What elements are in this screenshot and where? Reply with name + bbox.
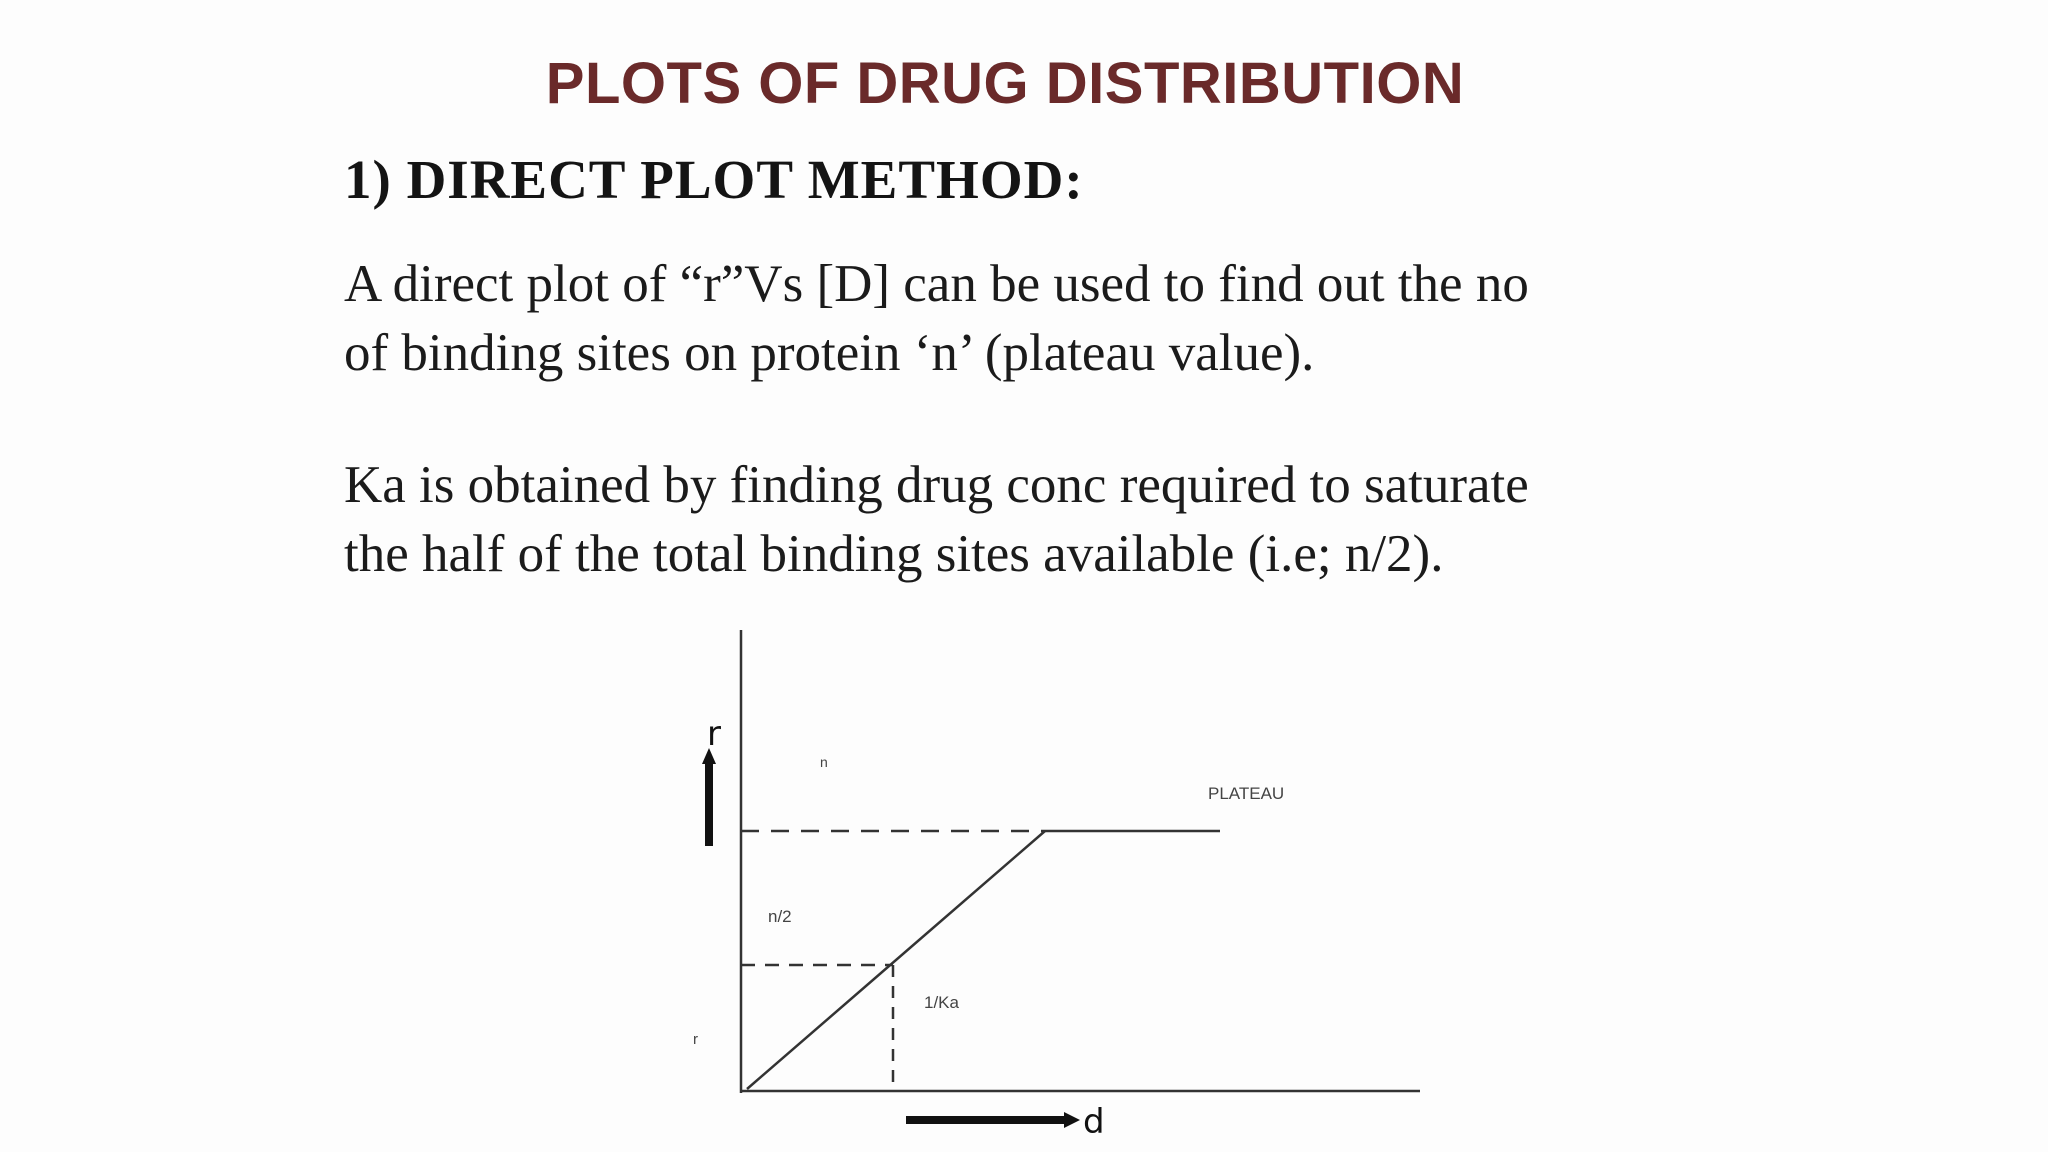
binding-curve-line [747, 831, 1045, 1089]
inverse-ka-label: 1/Ka [924, 993, 959, 1012]
paragraph-line: the half of the total binding sites available (i.e; n/2). [344, 525, 1444, 583]
slide-title: PLOTS OF DRUG DISTRIBUTION [545, 51, 1465, 116]
paragraph-line: A direct plot of “r”Vs [D] can be used to find out the no [344, 255, 1529, 313]
y-axis-label: r [707, 714, 721, 754]
x-axis-label: d [1083, 1102, 1105, 1142]
plateau-label: PLATEAU [1208, 784, 1285, 803]
half-n-label: n/2 [768, 907, 792, 926]
d-arrow-head [1064, 1112, 1080, 1128]
paragraph-line: Ka is obtained by finding drug conc required to saturate [344, 456, 1529, 514]
section-heading: 1) DIRECT PLOT METHOD: [344, 149, 1084, 210]
paragraph-line: of binding sites on protein ‘n’ (plateau value). [344, 324, 1315, 382]
origin-r-label: r [693, 1031, 698, 1048]
n-label: n [820, 754, 828, 770]
